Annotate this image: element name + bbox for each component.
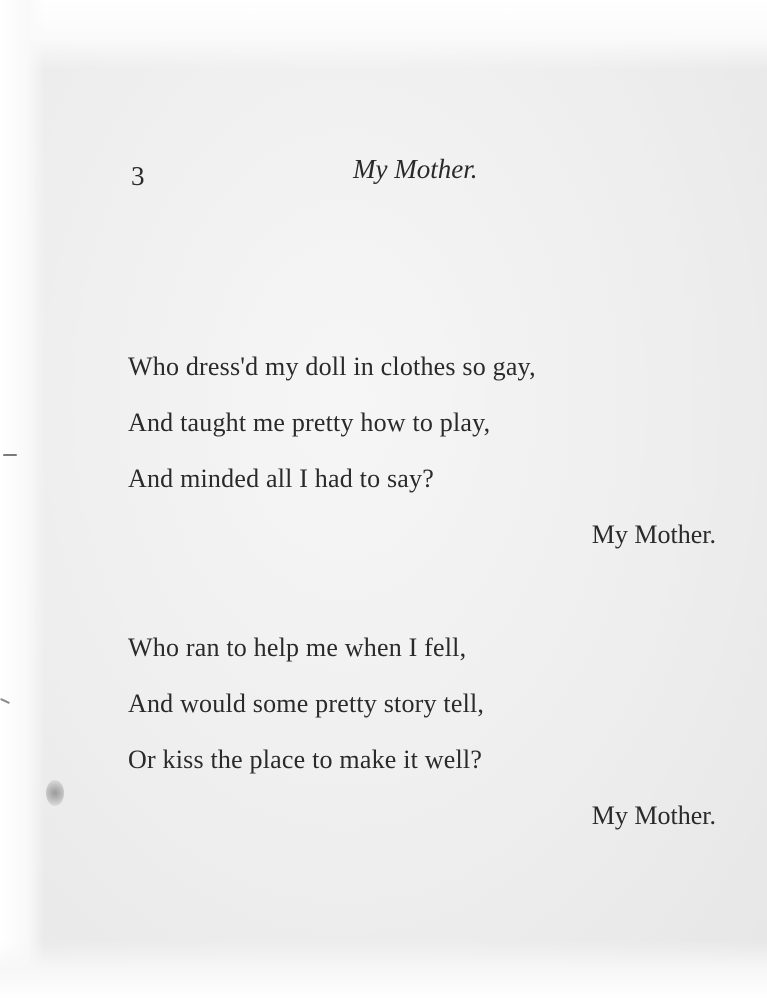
verse-line: Or kiss the place to make it well? <box>128 745 483 774</box>
verse-line: And taught me pretty how to play, <box>128 408 491 437</box>
verse-line: And minded all I had to say? <box>128 464 434 493</box>
stanza <box>128 339 718 563</box>
refrain: My Mother. <box>591 801 716 830</box>
page-title: My Mother. <box>353 154 478 184</box>
paper-edge-bottom <box>0 940 767 1000</box>
verse-line: And would some pretty story tell, <box>128 689 485 718</box>
refrain: My Mother. <box>591 520 716 549</box>
paper-speck <box>3 454 17 456</box>
paper-edge-top <box>0 0 767 70</box>
verse-line: Who dress'd my doll in clothes so gay, <box>128 352 536 381</box>
stanza <box>128 620 718 844</box>
page-number: 3 <box>131 161 145 191</box>
paper-edge-left <box>0 0 45 1000</box>
verse-line: Who ran to help me when I fell, <box>128 633 467 662</box>
paper-stain <box>46 780 64 806</box>
